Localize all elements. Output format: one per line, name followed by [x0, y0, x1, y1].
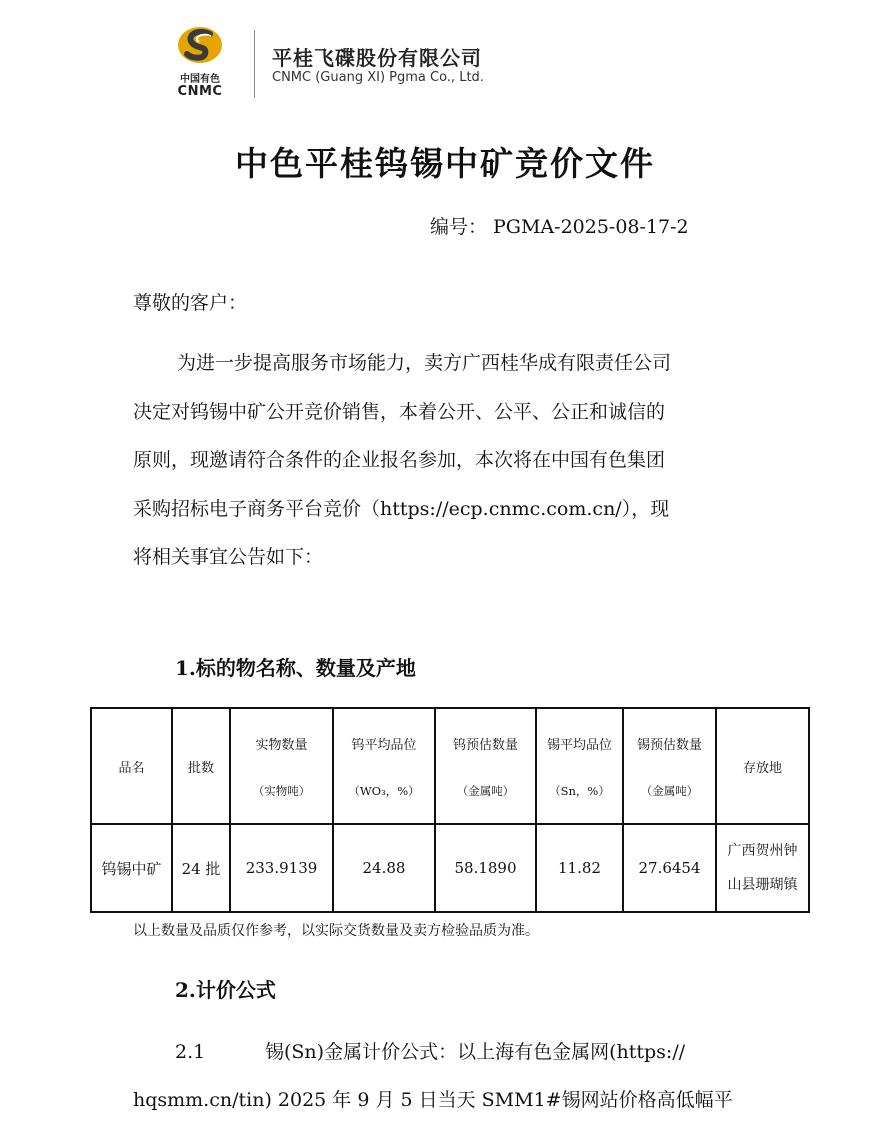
logo-english-text: CNMC [177, 84, 223, 99]
clause-2-1 [175, 1037, 685, 1064]
cell-physical-qty: 233.9139 [230, 824, 333, 912]
logo-chinese-text: 中国有色 [180, 74, 220, 85]
cell-sn-qty: 27.6454 [623, 824, 716, 912]
cell-w-qty: 58.1890 [435, 824, 536, 912]
salutation: 尊敬的客户： [133, 292, 248, 314]
lot-table [90, 707, 810, 913]
clause-text: 锡(Sn)金属计价公式：以上海有色金属网(https:// [265, 1041, 686, 1063]
header-cell: 品名 [91, 708, 172, 824]
header-cell: 实物数量 （实物吨） [230, 708, 333, 824]
header-cell: 锡预估数量 （金属吨） [623, 708, 716, 824]
header-cell: 存放地 [716, 708, 809, 824]
intro-line: 原则，现邀请符合条件的企业报名参加，本次将在中国有色集团 [133, 449, 666, 471]
table-row [91, 824, 809, 912]
document-number-value: PGMA-2025-08-17-2 [493, 216, 689, 238]
intro-line: 采购招标电子商务平台竞价（https://ecp.cnmc.com.cn/），现 [133, 497, 670, 520]
company-name-cn: 平桂飞碟股份有限公司 [272, 46, 482, 70]
header-cell: 钨预估数量 （金属吨） [435, 708, 536, 824]
intro-paragraph [133, 339, 773, 582]
cnmc-emblem-icon [177, 24, 223, 66]
table-note: 以上数量及品质仅作参考，以实际交货数量及卖方检验品质为准。 [133, 923, 539, 939]
table-header-row [91, 708, 809, 824]
header-cell: 锡平均品位 （Sn，%） [536, 708, 623, 824]
cnmc-logo [172, 24, 228, 102]
cell-w-grade: 24.88 [333, 824, 435, 912]
company-name-en: CNMC (Guang XI) Pgma Co., Ltd. [272, 70, 484, 85]
header-divider [254, 30, 255, 98]
document-number [430, 212, 689, 239]
clause-2-1-continued: hqsmm.cn/tin) 2025 年 9 月 5 日当天 SMM1#锡网站价格高低幅平 [133, 1089, 733, 1111]
cell-location: 广西贺州钟 山县珊瑚镇 [716, 824, 809, 912]
document-number-label: 编号： [430, 216, 488, 238]
cell-name: 钨锡中矿 [91, 824, 172, 912]
intro-line: 为进一步提高服务市场能力，卖方广西桂华成有限责任公司 [177, 352, 672, 374]
intro-line: 将相关事宜公告如下： [133, 546, 324, 568]
clause-number: 2.1 [175, 1041, 206, 1063]
document-title: 中色平桂钨锡中矿竞价文件 [235, 144, 655, 183]
cell-batches: 24 批 [172, 824, 230, 912]
cell-sn-grade: 11.82 [536, 824, 623, 912]
header-cell: 钨平均品位 （WO₃，%） [333, 708, 435, 824]
intro-line: 决定对钨锡中矿公开竞价销售，本着公开、公平、公正和诚信的 [133, 400, 666, 423]
section-1-heading: 1.标的物名称、数量及产地 [175, 656, 416, 680]
section-2-heading: 2.计价公式 [175, 978, 276, 1002]
header-cell: 批数 [172, 708, 230, 824]
